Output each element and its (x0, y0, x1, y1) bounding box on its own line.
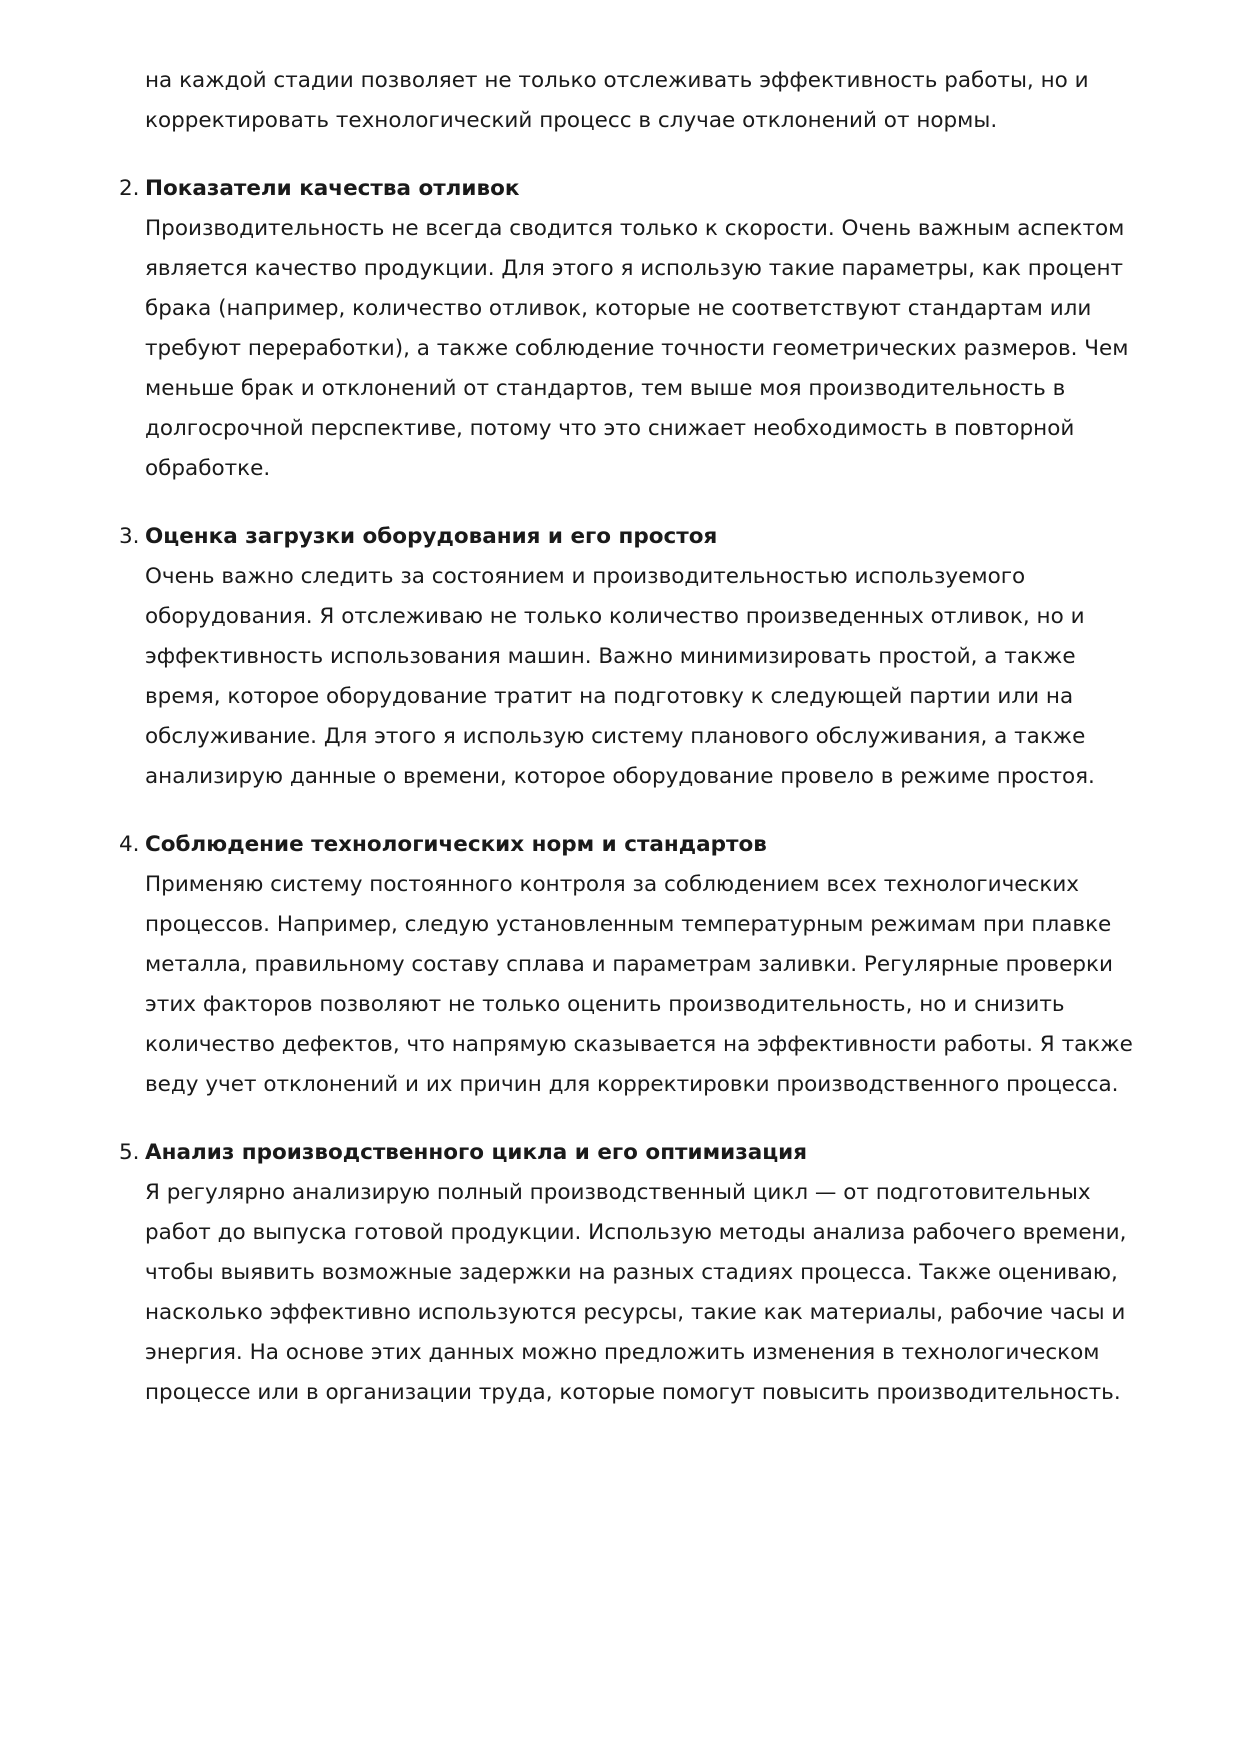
list-item-body (119, 209, 1179, 489)
list-item-body (119, 557, 1179, 797)
body-line: обслуживание. Для этого я использую систему планового обслуживания, а также (145, 724, 1086, 749)
list-item-title: Анализ производственного цикла и его оптимизация (145, 1140, 808, 1165)
list-item-heading (119, 517, 1179, 557)
intro-paragraph (119, 61, 1179, 141)
intro-line: на каждой стадии позволяет не только отслеживать эффективность работы, но и (145, 68, 1089, 93)
body-line: является качество продукции. Для этого я использую такие параметры, как процент (145, 256, 1124, 281)
list-item-number: 4. (119, 832, 140, 857)
list-item-3 (119, 517, 1179, 797)
body-line: требуют переработки), а также соблюдение точности геометрических размеров. Чем (145, 336, 1129, 361)
body-line: меньше брак и отклонений от стандартов, тем выше моя производительность в (145, 376, 1066, 401)
body-line: Применяю систему постоянного контроля за соблюдением всех технологических (145, 872, 1080, 897)
list-item-title: Показатели качества отливок (145, 176, 520, 201)
list-item-title: Оценка загрузки оборудования и его простоя (145, 524, 718, 549)
body-line: металла, правильному составу сплава и параметрам заливки. Регулярные проверки (145, 952, 1113, 977)
body-line: веду учет отклонений и их причин для корректировки производственного процесса. (145, 1072, 1119, 1097)
body-line: этих факторов позволяют не только оценить производительность, но и снизить (145, 992, 1065, 1017)
list-item-title: Соблюдение технологических норм и стандартов (145, 832, 767, 857)
list-item-number: 5. (119, 1140, 140, 1165)
body-line: Производительность не всегда сводится только к скорости. Очень важным аспектом (145, 216, 1125, 241)
body-line: Очень важно следить за состоянием и производительностью используемого (145, 564, 1026, 589)
body-line: работ до выпуска готовой продукции. Использую методы анализа рабочего времени, (145, 1220, 1127, 1245)
body-line: долгосрочной перспективе, потому что это снижает необходимость в повторной (145, 416, 1075, 441)
body-line: анализирую данные о времени, которое оборудование провело в режиме простоя. (145, 764, 1095, 789)
body-line: насколько эффективно используются ресурсы, такие как материалы, рабочие часы и (145, 1300, 1126, 1325)
list-item-heading (119, 825, 1179, 865)
body-line: энергия. На основе этих данных можно предложить изменения в технологическом (145, 1340, 1100, 1365)
body-line: процессе или в организации труда, которые помогут повысить производительность. (145, 1380, 1121, 1405)
list-item-heading (119, 169, 1179, 209)
list-item-heading (119, 1133, 1179, 1173)
body-line: эффективность использования машин. Важно минимизировать простой, а также (145, 644, 1076, 669)
list-item-number: 2. (119, 176, 140, 201)
intro-line: корректировать технологический процесс в случае отклонений от нормы. (145, 108, 998, 133)
list-item-2 (119, 169, 1179, 489)
body-line: количество дефектов, что напрямую сказывается на эффективности работы. Я также (145, 1032, 1133, 1057)
body-line: обработке. (145, 456, 271, 481)
body-line: процессов. Например, следую установленным температурным режимам при плавке (145, 912, 1112, 937)
list-item-body (119, 1173, 1179, 1413)
body-line: брака (например, количество отливок, которые не соответствуют стандартам или (145, 296, 1092, 321)
list-item-number: 3. (119, 524, 140, 549)
body-line: чтобы выявить возможные задержки на разных стадиях процесса. Также оцениваю, (145, 1260, 1118, 1285)
body-line: время, которое оборудование тратит на подготовку к следующей партии или на (145, 684, 1074, 709)
list-item-4 (119, 825, 1179, 1105)
list-item-5 (119, 1133, 1179, 1413)
body-line: Я регулярно анализирую полный производственный цикл — от подготовительных (145, 1180, 1091, 1205)
list-item-body (119, 865, 1179, 1105)
body-line: оборудования. Я отслеживаю не только количество произведенных отливок, но и (145, 604, 1085, 629)
